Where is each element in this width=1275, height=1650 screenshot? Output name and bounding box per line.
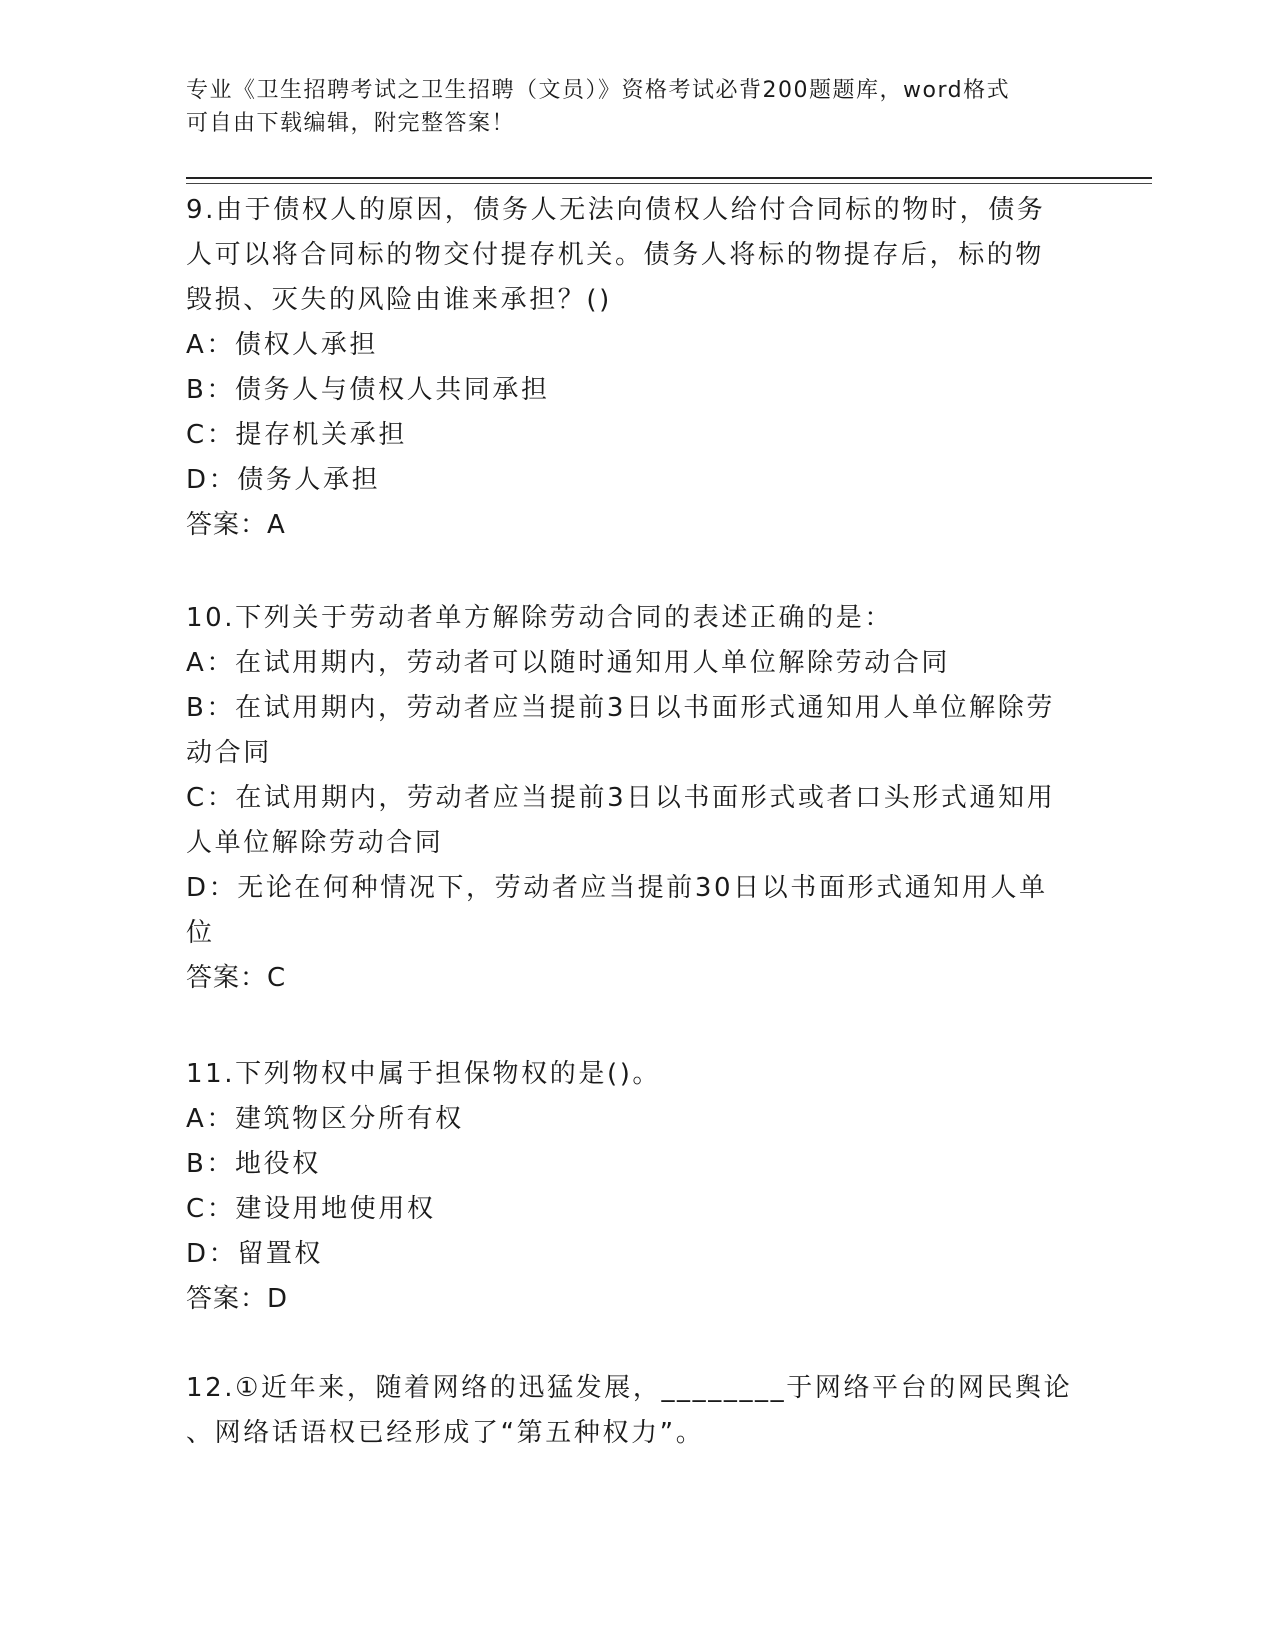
- question-10: [186, 596, 1066, 1001]
- question-12: [186, 1366, 1073, 1456]
- option-a: A：债权人承担: [186, 330, 378, 360]
- question-text: 9.由于债权人的原因，债务人无法向债权人给付合同标的物时，债务: [186, 195, 1046, 225]
- question-9: [186, 188, 1066, 548]
- option-c: C：在试用期内，劳动者应当提前3日以书面形式或者口头形式通知用: [186, 783, 1056, 813]
- option-a: A：在试用期内，劳动者可以随时通知用人单位解除劳动合同: [186, 648, 950, 678]
- header-line: 专业《卫生招聘考试之卫生招聘（文员）》资格考试必背200题题库，word格式: [186, 78, 1011, 103]
- answer: 答案：C: [186, 963, 287, 993]
- option-b: B：地役权: [186, 1149, 321, 1179]
- option-c: C：提存机关承担: [186, 420, 407, 450]
- option-d: D：无论在何种情况下，劳动者应当提前30日以书面形式通知用人单: [186, 873, 1048, 903]
- option-d: D：留置权: [186, 1239, 324, 1269]
- option-b-continued: 动合同: [186, 738, 272, 768]
- question-text: 10.下列关于劳动者单方解除劳动合同的表述正确的是：: [186, 603, 893, 633]
- question-11: [186, 1052, 1066, 1322]
- option-d-continued: 位: [186, 918, 215, 948]
- header-divider: [186, 177, 1152, 179]
- document-header: [186, 74, 1066, 140]
- option-c: C：建设用地使用权: [186, 1194, 436, 1224]
- question-text: 11.下列物权中属于担保物权的是()。: [186, 1059, 662, 1089]
- option-a: A：建筑物区分所有权: [186, 1104, 464, 1134]
- question-text: 12.①近年来，随着网络的迅猛发展，________于网络平台的网民舆论: [186, 1373, 1073, 1403]
- question-text: 人可以将合同标的物交付提存机关。债务人将标的物提存后，标的物: [186, 240, 1045, 270]
- header-line: 可自由下载编辑，附完整答案！: [186, 111, 516, 136]
- header-divider: [186, 183, 1152, 184]
- option-c-continued: 人单位解除劳动合同: [186, 828, 444, 858]
- option-b: B：在试用期内，劳动者应当提前3日以书面形式通知用人单位解除劳: [186, 693, 1055, 723]
- question-text: 、网络话语权已经形成了“第五种权力”。: [186, 1418, 705, 1448]
- answer: 答案：D: [186, 1284, 289, 1314]
- question-text: 毁损、灭失的风险由谁来承担？(): [186, 285, 612, 315]
- option-b: B：债务人与债权人共同承担: [186, 375, 550, 405]
- option-d: D：债务人承担: [186, 465, 381, 495]
- answer: 答案：A: [186, 510, 286, 540]
